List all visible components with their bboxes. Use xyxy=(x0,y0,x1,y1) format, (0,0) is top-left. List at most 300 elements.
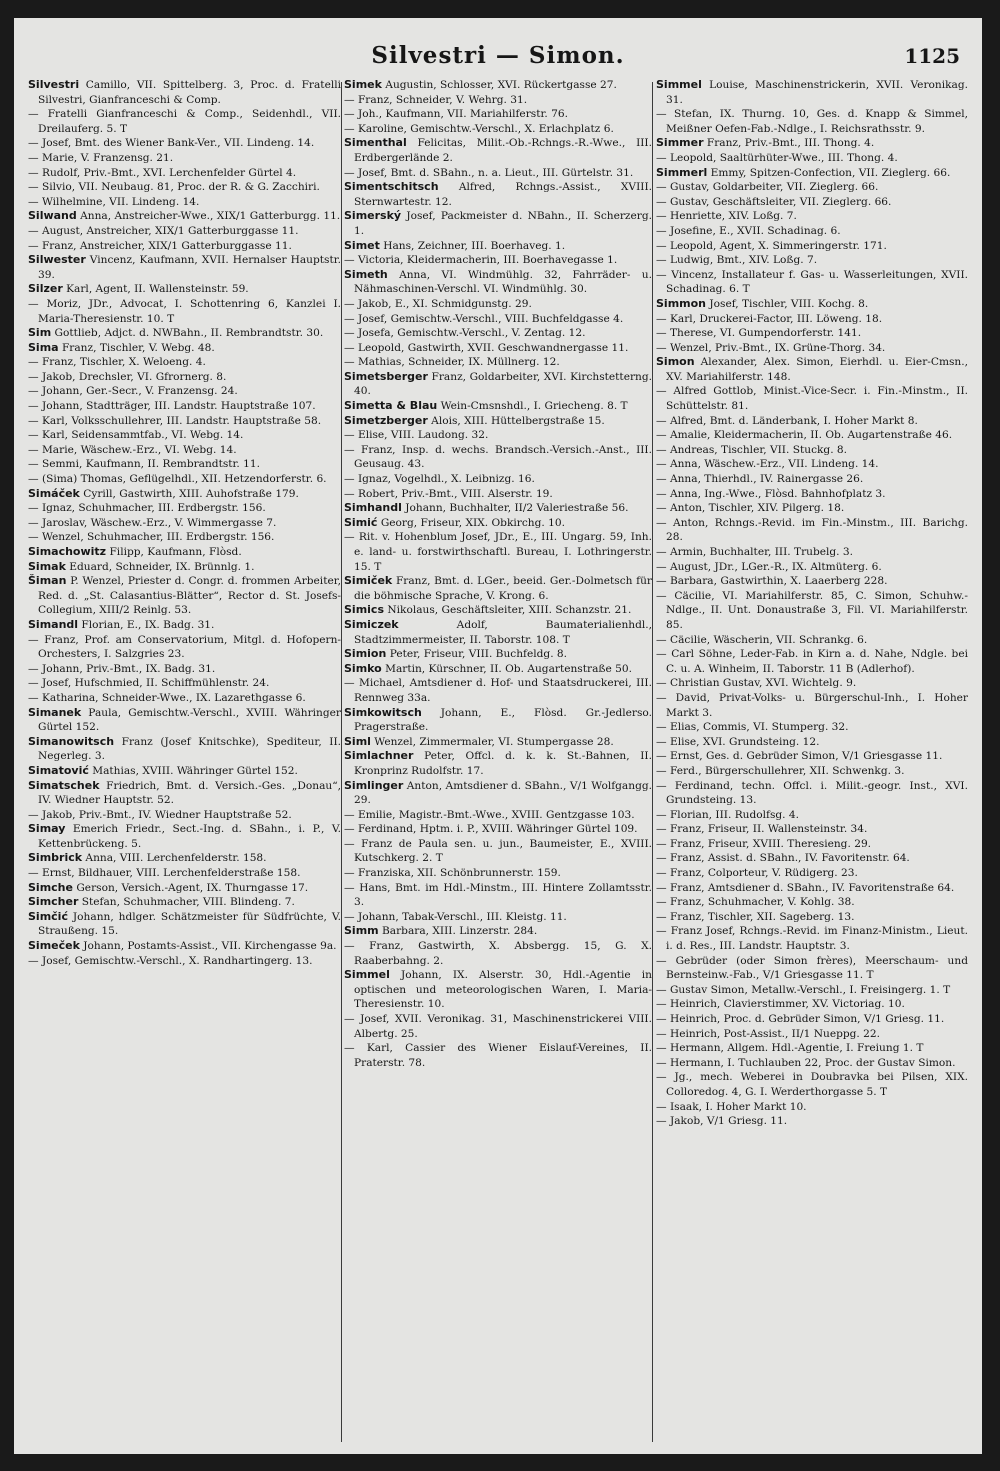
directory-entry xyxy=(656,691,968,720)
entry-details: Stefan, Schuhmacher, VIII. Blindeng. 7. xyxy=(78,896,295,909)
directory-entry xyxy=(656,428,968,443)
entry-surname: Simm xyxy=(344,924,379,938)
entry-details: — Franz, Schneider, V. Wehrg. 31. xyxy=(344,93,528,106)
entry-surname: Simiczek xyxy=(344,617,399,631)
entry-details: — Franz, Tischler, X. Weloeng. 4. xyxy=(28,356,206,369)
directory-entry xyxy=(656,166,968,181)
directory-entry xyxy=(344,910,652,925)
directory-entry xyxy=(344,209,652,238)
entry-details: — (Sima) Thomas, Geflügelhdl., XII. Hetzendorferstr. 6. xyxy=(28,473,327,486)
entry-details: — Franz, Schuhmacher, V. Kohlg. 38. xyxy=(656,896,855,909)
directory-entry xyxy=(656,779,968,808)
directory-entry xyxy=(344,399,652,414)
entry-details: — August, JDr., LGer.-R., IX. Altmüterg. 6. xyxy=(656,560,882,573)
directory-entry xyxy=(28,881,341,896)
directory-entry xyxy=(344,443,652,472)
entry-details: — Alfred, Bmt. d. Länderbank, I. Hoher Markt 8. xyxy=(656,414,918,427)
directory-entry xyxy=(344,779,652,808)
directory-entry xyxy=(656,866,968,881)
entry-details: Johann, E., Flòsd. Gr.-Jedlerso. Pragerstraße. xyxy=(354,706,652,734)
entry-details: — Joh., Kaufmann, VII. Mariahilferstr. 76. xyxy=(344,108,568,121)
directory-entry xyxy=(28,166,341,181)
entry-surname: Simet xyxy=(344,238,380,252)
directory-entry xyxy=(656,574,968,589)
entry-details: Franz, Tischler, V. Webg. 48. xyxy=(58,341,215,354)
entry-surname: Simetzberger xyxy=(344,413,428,427)
entry-details: — Fratelli Gianfranceschi & Comp., Seidenhdl., VII. Dreilauferg. 5. T xyxy=(28,108,341,135)
entry-details: — Hans, Bmt. im Hdl.-Minstm., III. Hintere Zollamtsstr. 3. xyxy=(344,881,652,909)
entry-details: — Jg., mech. Weberei in Doubravka bei Pilsen, XIX. Colloredog. 4, G. I. Werderthorgasse 5. T xyxy=(656,1071,968,1098)
entry-details: — Franz, Friseur, XVIII. Theresieng. 29. xyxy=(656,837,872,850)
directory-entry xyxy=(656,735,968,750)
directory-entry xyxy=(656,851,968,866)
directory-entry xyxy=(344,122,652,137)
directory-entry xyxy=(28,457,341,472)
directory-entry xyxy=(344,881,652,910)
directory-entry xyxy=(656,560,968,575)
directory-entry xyxy=(656,516,968,545)
entry-details: — Ferd., Bürgerschullehrer, XII. Schwenkg. 3. xyxy=(656,764,905,777)
entry-surname: Simche xyxy=(28,880,73,894)
directory-entry xyxy=(28,954,341,969)
entry-details: — Wenzel, Schuhmacher, III. Erdbergstr. 156. xyxy=(28,531,275,544)
directory-entry xyxy=(28,297,341,326)
entry-details: — Cäcilie, Wäscherin, VII. Schrankg. 6. xyxy=(656,633,868,646)
entry-surname: Simić xyxy=(344,515,378,529)
directory-entry xyxy=(344,341,652,356)
entry-surname: Simics xyxy=(344,603,384,617)
entry-details: — Ignaz, Vogelhdl., X. Leibnizg. 16. xyxy=(344,473,535,486)
entry-details: — Johann, Stadtträger, III. Landstr. Hauptstraße 107. xyxy=(28,400,316,413)
entry-details: Josef, Packmeister d. NBahn., II. Scherzerg. 1. xyxy=(354,210,652,237)
entry-details: — Therese, VI. Gumpendorferstr. 141. xyxy=(656,327,862,340)
column-divider xyxy=(341,82,342,1442)
entry-details: — Rudolf, Priv.-Bmt., XVI. Lerchenfelder Gürtel 4. xyxy=(28,166,297,179)
directory-entry xyxy=(28,662,341,677)
entry-details: — Franz, Friseur, II. Wallensteinstr. 34. xyxy=(656,823,868,836)
entry-details: Hans, Zeichner, III. Boerhaveg. 1. xyxy=(379,239,566,252)
entry-details: — Josefa, Gemischtw.-Verschl., V. Zentag. 12. xyxy=(344,327,586,340)
page-number: 1125 xyxy=(904,44,960,68)
directory-entry xyxy=(656,487,968,502)
directory-entry xyxy=(656,647,968,676)
entry-details: — Jaroslav, Wäschew.-Erz., V. Wimmergasse 7. xyxy=(28,516,277,529)
entry-surname: Simachowitz xyxy=(28,545,107,558)
directory-entry xyxy=(344,837,652,866)
entry-surname: Simhandl xyxy=(344,501,402,515)
directory-entry xyxy=(28,808,341,823)
entry-surname: Simenthal xyxy=(344,136,407,150)
directory-entry xyxy=(656,1114,968,1129)
entry-details: — Moriz, JDr., Advocat, I. Schottenring 6, Kanzlei I. Maria-Theresienstr. 10. T xyxy=(28,297,341,325)
entry-details: — Johann, Ger.-Secr., V. Franzensg. 24. xyxy=(28,385,238,398)
entry-surname: Simáček xyxy=(28,486,80,500)
directory-entry xyxy=(656,822,968,837)
entry-details: Franz, Goldarbeiter, XVI. Kirchstetterng. 40. xyxy=(354,370,652,398)
directory-entry xyxy=(28,851,341,866)
directory-entry xyxy=(656,209,968,224)
directory-entry xyxy=(344,487,652,502)
directory-entry xyxy=(656,239,968,254)
entry-details: — Carl Söhne, Leder-Fab. in Kirn a. d. Nahe, Ndgle. bei C. u. A. Winheim, II. Taborstr. 11 B (Adlerhof). xyxy=(656,648,968,675)
entry-details: Karl, Agent, II. Wallensteinstr. 59. xyxy=(62,283,249,296)
entry-details: — Heinrich, Proc. d. Gebrüder Simon, V/1 Griesg. 11. xyxy=(656,1013,945,1025)
entry-details: — Johann, Tabak-Verschl., III. Kleistg. 11. xyxy=(344,910,567,923)
entry-details: — Leopold, Saaltürhüter-Wwe., III. Thong. 4. xyxy=(656,151,898,164)
entry-details: — Ferdinand, Hptm. i. P., XVIII. Währinger Gürtel 109. xyxy=(344,823,638,836)
directory-entry xyxy=(656,837,968,852)
entry-surname: Simeček xyxy=(28,939,80,953)
directory-entry xyxy=(344,808,652,823)
entry-surname: Silwester xyxy=(28,253,86,267)
entry-details: — Rit. v. Hohenblum Josef, JDr., E., III. Ungarg. 59, Inh. e. land- u. forstwirthschaftl. Bureau, I. Lothringerstr. 15. T xyxy=(344,531,652,573)
entry-surname: Simon xyxy=(656,355,695,369)
directory-entry xyxy=(28,895,341,910)
entry-details: — Josef, Gemischtw.-Verschl., X. Randhartingerg. 13. xyxy=(28,954,313,967)
entry-details: Gerson, Versich.-Agent, IX. Thurngasse 17. xyxy=(72,881,309,894)
directory-entry xyxy=(656,924,968,953)
entry-details: Martin, Kürschner, II. Ob. Augartenstraße 50. xyxy=(381,662,632,675)
entry-details: — Josef, Bmt. des Wiener Bank-Ver., VII. Lindeng. 14. xyxy=(28,137,315,150)
entry-surname: Sima xyxy=(28,340,59,354)
directory-entry xyxy=(656,224,968,239)
directory-entry xyxy=(656,180,968,195)
entry-surname: Simetta & Blau xyxy=(344,399,438,413)
entry-details: Barbara, XIII. Linzerstr. 284. xyxy=(378,925,538,938)
entry-details: — Wenzel, Priv.-Bmt., IX. Grüne-Thorg. 34. xyxy=(656,341,886,354)
directory-entry xyxy=(28,180,341,195)
directory-entry xyxy=(344,370,652,399)
directory-entry xyxy=(28,706,341,735)
directory-entry xyxy=(344,603,652,618)
directory-entry xyxy=(28,633,341,662)
page-header xyxy=(14,42,982,82)
entry-surname: Simcher xyxy=(28,895,79,909)
directory-entry xyxy=(656,910,968,925)
directory-entry xyxy=(656,1041,968,1056)
directory-entry xyxy=(28,822,341,851)
directory-entry xyxy=(344,180,652,209)
entry-details: Cyrill, Gastwirth, XIII. Auhofstraße 179. xyxy=(79,487,299,500)
entry-surname: Simmel xyxy=(656,78,702,91)
entry-details: — Isaak, I. Hoher Markt 10. xyxy=(656,1100,807,1113)
directory-entry xyxy=(344,939,652,968)
directory-entry xyxy=(344,866,652,881)
entry-details: Anton, Amtsdiener d. SBahn., V/1 Wolfgangg. 29. xyxy=(354,779,652,807)
entry-details: — Josefine, E., XVII. Schadinag. 6. xyxy=(656,224,841,237)
directory-entry xyxy=(344,93,652,108)
entry-details: — Ignaz, Schuhmacher, III. Erdbergstr. 156. xyxy=(28,502,266,515)
column-3 xyxy=(656,78,968,1448)
entry-details: Louise, Maschinenstrickerin, XVII. Veronikag. 31. xyxy=(666,79,968,106)
entry-details: — Emilie, Magistr.-Bmt.-Wwe., XVIII. Gentzgasse 103. xyxy=(344,808,635,821)
entry-details: Emmy, Spitzen-Confection, VII. Zieglerg. 66. xyxy=(707,166,951,179)
entry-details: — Anton, Rchngs.-Revid. im Fin.-Minstm., III. Barichg. 28. xyxy=(656,516,968,544)
directory-entry xyxy=(344,166,652,181)
entry-details: Augustin, Schlosser, XVI. Rückertgasse 27. xyxy=(381,79,617,91)
entry-surname: Simlachner xyxy=(344,749,414,763)
directory-entry xyxy=(656,501,968,516)
entry-details: — Amalie, Kleidermacherin, II. Ob. Augartenstraße 46. xyxy=(656,429,953,442)
directory-entry xyxy=(656,983,968,998)
entry-surname: Simmer xyxy=(656,136,704,150)
entry-details: — Franz de Paula sen. u. jun., Baumeister, E., XVIII. Kutschkerg. 2. T xyxy=(344,837,652,865)
directory-entry xyxy=(656,589,968,633)
directory-entry xyxy=(28,910,341,939)
entry-details: Johann, IX. Alserstr. 30, Hdl.-Agentie in optischen und meteorologischen Waren, I. Maria-Theresienstr. 10. xyxy=(354,969,652,1011)
directory-entry xyxy=(28,107,341,136)
entry-details: Vincenz, Kaufmann, XVII. Hernalser Hauptstr. 39. xyxy=(38,254,341,281)
entry-details: — Hermann, Allgem. Hdl.-Agentie, I. Freiung 1. T xyxy=(656,1042,924,1055)
entry-details: Georg, Friseur, XIX. Obkirchg. 10. xyxy=(377,516,565,529)
entry-surname: Silwand xyxy=(28,209,77,223)
directory-entry xyxy=(344,136,652,165)
entry-surname: Simmel xyxy=(344,968,390,982)
entry-details: — Franz, Assist. d. SBahn., IV. Favoritenstr. 64. xyxy=(656,852,910,865)
entry-details: — Marie, Wäschew.-Erz., VI. Webg. 14. xyxy=(28,443,237,456)
entry-details: Anna, VIII. Lerchenfelderstr. 158. xyxy=(82,852,267,865)
directory-entry xyxy=(656,355,968,384)
directory-entry xyxy=(28,151,341,166)
directory-page xyxy=(14,18,982,1454)
directory-entry xyxy=(656,414,968,429)
directory-entry xyxy=(344,414,652,429)
directory-entry xyxy=(656,268,968,297)
directory-entry xyxy=(344,297,652,312)
directory-entry xyxy=(28,326,341,341)
directory-entry xyxy=(656,457,968,472)
entry-details: — Josef, Bmt. d. SBahn., n. a. Lieut., III. Gürtelstr. 31. xyxy=(344,166,634,179)
entry-details: — Franz, Prof. am Conservatorium, Mitgl. d. Hofopern-Orchesters, I. Salzgries 23. xyxy=(28,633,341,661)
entry-surname: Simanowitsch xyxy=(28,734,115,748)
entry-details: Alexander, Alex. Simon, Eierhdl. u. Eier-Cmsn., XV. Mariahilferstr. 148. xyxy=(666,356,968,383)
directory-entry xyxy=(656,1070,968,1099)
directory-entry xyxy=(656,1100,968,1115)
directory-entry xyxy=(344,1041,652,1070)
entry-details: — Karoline, Gemischtw.-Verschl., X. Erlachplatz 6. xyxy=(344,122,614,135)
directory-entry xyxy=(656,195,968,210)
directory-entry xyxy=(28,691,341,706)
entry-details: — Gustav, Goldarbeiter, VII. Zieglerg. 66. xyxy=(656,181,879,194)
entry-details: Nikolaus, Geschäftsleiter, XIII. Schanzstr. 21. xyxy=(384,604,632,617)
directory-entry xyxy=(656,764,968,779)
entry-surname: Simatschek xyxy=(28,778,100,792)
directory-entry xyxy=(656,633,968,648)
entry-surname: Simbrick xyxy=(28,851,83,865)
entry-surname: Simatović xyxy=(28,763,89,777)
directory-entry xyxy=(28,560,341,575)
directory-entry xyxy=(28,384,341,399)
entry-details: Josef, Tischler, VIII. Kochg. 8. xyxy=(706,297,869,310)
entry-details: Paula, Gemischtw.-Verschl., XVIII. Währinger Gürtel 152. xyxy=(38,706,341,734)
entry-details: — Katharina, Schneider-Wwe., IX. Lazarethgasse 6. xyxy=(28,691,306,704)
directory-entry xyxy=(656,297,968,312)
directory-entry xyxy=(656,997,968,1012)
entry-details: — Elise, XVI. Grundsteing. 12. xyxy=(656,735,820,748)
entry-surname: Simko xyxy=(344,661,382,675)
directory-entry xyxy=(28,414,341,429)
entry-details: — Jakob, V/1 Griesg. 11. xyxy=(656,1115,788,1128)
directory-entry xyxy=(344,749,652,778)
directory-entry xyxy=(656,895,968,910)
directory-entry xyxy=(28,341,341,356)
directory-entry xyxy=(344,268,652,297)
directory-entry xyxy=(344,516,652,531)
directory-entry xyxy=(344,239,652,254)
entry-details: — Robert, Priv.-Bmt., VIII. Alserstr. 19. xyxy=(344,487,553,500)
directory-entry xyxy=(28,443,341,458)
entry-surname: Simentschitsch xyxy=(344,180,439,194)
directory-entry xyxy=(344,968,652,1012)
directory-entry xyxy=(656,881,968,896)
entry-surname: Simeth xyxy=(344,267,388,281)
directory-entry xyxy=(344,428,652,443)
directory-entry xyxy=(28,676,341,691)
directory-entry xyxy=(344,822,652,837)
entry-details: — Franz, Gastwirth, X. Absbergg. 15, G. X. Raaberbahng. 2. xyxy=(344,940,652,967)
entry-details: — Jakob, E., XI. Schmidgunstg. 29. xyxy=(344,297,532,310)
entry-details: Anna, Anstreicher-Wwe., XIX/1 Gatterburgg. 11. xyxy=(76,210,341,223)
directory-entry xyxy=(656,78,968,107)
directory-entry xyxy=(28,530,341,545)
entry-details: — Andreas, Tischler, VII. Stuckg. 8. xyxy=(656,443,848,456)
directory-entry xyxy=(28,224,341,239)
entry-details: Franz, Bmt. d. LGer., beeid. Ger.-Dolmetsch für die böhmische Sprache, V. Krong. 6. xyxy=(354,575,652,602)
directory-entry xyxy=(28,764,341,779)
column-divider xyxy=(652,82,653,1442)
directory-entry xyxy=(344,253,652,268)
directory-entry xyxy=(28,545,341,560)
directory-entry xyxy=(344,312,652,327)
entry-details: — Ernst, Bildhauer, VIII. Lerchenfelderstraße 158. xyxy=(28,867,301,880)
entry-surname: Siml xyxy=(344,734,371,748)
directory-entry xyxy=(28,282,341,297)
directory-entry xyxy=(656,136,968,151)
entry-details: — Franz, Amtsdiener d. SBahn., IV. Favoritenstraße 64. xyxy=(656,881,955,894)
entry-details: Florian, E., IX. Badg. 31. xyxy=(78,618,215,631)
entry-surname: Simiček xyxy=(344,574,393,588)
directory-entry xyxy=(656,384,968,413)
entry-details: — Semmi, Kaufmann, II. Rembrandtstr. 11. xyxy=(28,458,261,471)
entry-surname: Simkowitsch xyxy=(344,705,422,719)
directory-entry xyxy=(656,1056,968,1071)
entry-details: — Leopold, Agent, X. Simmeringerstr. 171. xyxy=(656,239,887,252)
directory-entry xyxy=(344,574,652,603)
entry-details: Alois, XIII. Hüttelbergstraße 15. xyxy=(427,414,605,427)
directory-entry xyxy=(344,501,652,516)
entry-surname: Simion xyxy=(344,647,387,661)
directory-entry xyxy=(28,370,341,385)
entry-surname: Simerský xyxy=(344,209,402,223)
directory-entry xyxy=(656,472,968,487)
entry-details: Felicitas, Milit.-Ob.-Rchngs.-R.-Wwe., III. Erdbergerlände 2. xyxy=(354,137,652,164)
entry-details: — Ferdinand, techn. Offcl. i. Milit.-geogr. Inst., XVI. Grundsteing. 13. xyxy=(656,779,968,807)
entry-details: — Wilhelmine, VII. Lindeng. 14. xyxy=(28,195,200,208)
directory-entry xyxy=(28,239,341,254)
directory-entry xyxy=(344,107,652,122)
entry-surname: Simetsberger xyxy=(344,369,428,383)
entry-details: Peter, Offcl. d. k. k. St.-Bahnen, II. Kronprinz Rudolfstr. 17. xyxy=(354,750,652,777)
directory-entry xyxy=(656,443,968,458)
entry-details: Franz (Josef Knitschke), Spediteur, II. Negerleg. 3. xyxy=(38,735,341,763)
entry-details: — Franz, Colporteur, V. Rüdigerg. 23. xyxy=(656,867,858,880)
entry-details: Wein-Cmsnshdl., I. Griecheng. 8. T xyxy=(437,400,628,413)
entry-details: Mathias, XVIII. Währinger Gürtel 152. xyxy=(88,764,298,777)
entry-surname: Simmon xyxy=(656,296,707,310)
entry-details: — Jakob, Priv.-Bmt., IV. Wiedner Hauptstraße 52. xyxy=(28,808,292,821)
entry-details: Eduard, Schneider, IX. Brünnlg. 1. xyxy=(65,560,255,573)
entry-surname: Simčić xyxy=(28,909,68,923)
directory-entry xyxy=(656,808,968,823)
entry-details: — Armin, Buchhalter, III. Trubelg. 3. xyxy=(656,546,854,558)
entry-details: — Victoria, Kleidermacherin, III. Boerhavegasse 1. xyxy=(344,254,618,267)
entry-details: — Karl, Druckerei-Factor, III. Löweng. 18. xyxy=(656,312,883,325)
entry-details: — Anna, Wäschew.-Erz., VII. Lindeng. 14. xyxy=(656,458,879,471)
entry-details: Wenzel, Zimmermaler, VI. Stumpergasse 28. xyxy=(370,735,614,748)
entry-details: Anna, VI. Windmühlg. 32, Fahrräder- u. Nähmaschinen-Verschl. VI. Windmühlg. 30. xyxy=(354,268,652,296)
entry-surname: Šiman xyxy=(28,574,67,588)
directory-entry xyxy=(656,749,968,764)
entry-details: Peter, Friseur, VIII. Buchfeldg. 8. xyxy=(386,648,568,661)
directory-entry xyxy=(28,516,341,531)
entry-details: — Marie, V. Franzensg. 21. xyxy=(28,151,174,164)
directory-entry xyxy=(28,472,341,487)
directory-entry xyxy=(656,253,968,268)
directory-entry xyxy=(28,501,341,516)
entry-surname: Simek xyxy=(344,78,382,91)
entry-details: — Anna, Ing.-Wwe., Flòsd. Bahnhofplatz 3. xyxy=(656,487,886,500)
directory-entry xyxy=(344,618,652,647)
entry-details: — Jakob, Drechsler, VI. Gfrornerg. 8. xyxy=(28,370,227,383)
directory-entry xyxy=(344,355,652,370)
entry-details: — Ernst, Ges. d. Gebrüder Simon, V/1 Griesgasse 11. xyxy=(656,750,943,763)
entry-surname: Simanek xyxy=(28,705,82,719)
entry-details: Friedrich, Bmt. d. Versich.-Ges. „Donau“, IV. Wiedner Hauptstr. 52. xyxy=(38,779,341,807)
directory-entry xyxy=(656,151,968,166)
entry-surname: Simlinger xyxy=(344,778,404,792)
entry-surname: Silvestri xyxy=(28,78,80,91)
entry-details: — Gebrüder (oder Simon frères), Meerschaum- und Bernsteinw.-Fab., V/1 Griesgasse 11. T xyxy=(656,954,968,982)
entry-details: — Franz, Insp. d. wechs. Brandsch.-Versich.-Anst., III. Geusaug. 43. xyxy=(344,443,652,471)
entry-details: — Anna, Thierhdl., IV. Rainergasse 26. xyxy=(656,473,864,486)
entry-details: Emerich Friedr., Sect.-Ing. d. SBahn., i. P., V. Kettenbrückeng. 5. xyxy=(38,823,341,850)
entry-details: — Josef, Gemischtw.-Verschl., VIII. Buchfeldgasse 4. xyxy=(344,312,624,325)
directory-entry xyxy=(656,1012,968,1027)
entry-surname: Simak xyxy=(28,559,66,573)
entry-details: — Alfred Gottlob, Minist.-Vice-Secr. i. Fin.-Minstm., II. Schüttelstr. 81. xyxy=(656,385,968,413)
entry-details: — Heinrich, Clavierstimmer, XV. Victoriag. 10. xyxy=(656,998,905,1011)
column-2 xyxy=(344,78,652,1448)
page-title: Silvestri — Simon. xyxy=(371,42,625,69)
directory-entry xyxy=(344,530,652,574)
directory-entry xyxy=(656,1027,968,1042)
entry-details: — Karl, Cassier des Wiener Eislauf-Vereines, II. Praterstr. 78. xyxy=(344,1042,652,1069)
entry-surname: Simmerl xyxy=(656,165,708,179)
entry-details: — Silvio, VII. Neubaug. 81, Proc. der R. & G. Zacchiri. xyxy=(28,181,320,194)
entry-details: — Hermann, I. Tuchlauben 22, Proc. der Gustav Simon. xyxy=(656,1056,956,1069)
entry-details: Johann, Buchhalter, II/2 Valeriestraße 56. xyxy=(401,502,629,515)
directory-entry xyxy=(28,355,341,370)
entry-details: — Florian, III. Rudolfsg. 4. xyxy=(656,808,800,821)
entry-details: — Mathias, Schneider, IX. Müllnerg. 12. xyxy=(344,356,560,369)
directory-entry xyxy=(28,779,341,808)
directory-entry xyxy=(28,618,341,633)
entry-details: — Gustav, Geschäftsleiter, VII. Zieglerg. 66. xyxy=(656,195,892,208)
entry-details: — Franz, Anstreicher, XIX/1 Gatterburggasse 11. xyxy=(28,239,292,252)
entry-details: — Franz, Tischler, XII. Sageberg. 13. xyxy=(656,910,855,923)
entry-details: — Karl, Volksschullehrer, III. Landstr. Hauptstraße 58. xyxy=(28,414,322,427)
entry-details: — Leopold, Gastwirth, XVII. Geschwandnergasse 11. xyxy=(344,341,629,354)
